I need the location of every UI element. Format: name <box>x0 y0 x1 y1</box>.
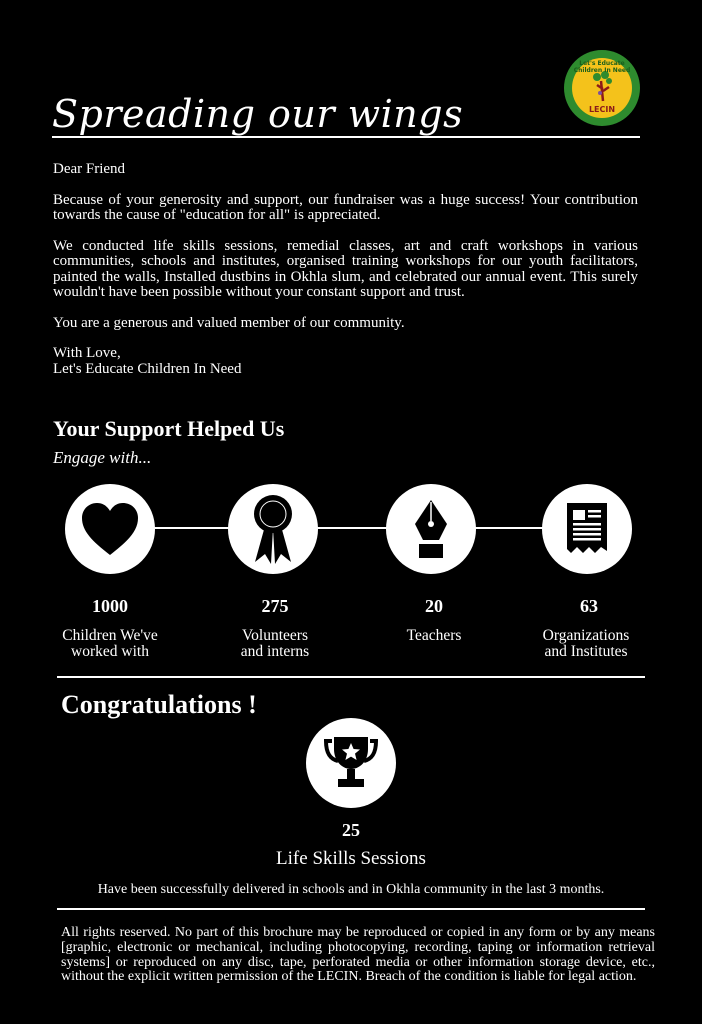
congratulations-description: Have been successfully delivered in schools and in Okhla community in the last 3 months. <box>97 882 605 897</box>
ribbon-award-icon <box>251 494 295 564</box>
trophy-icon <box>324 735 378 791</box>
congratulations-label: Life Skills Sessions <box>276 848 426 869</box>
page-title: Spreading our wings <box>52 92 464 136</box>
title-underline <box>52 136 640 138</box>
stat-label-organizations <box>516 628 656 660</box>
stat-circle-organizations <box>542 484 632 574</box>
letter-paragraph-3: You are a generous and valued member of our community. <box>53 314 405 331</box>
letter-greeting: Dear Friend <box>53 161 126 177</box>
logo-emblem <box>572 58 632 118</box>
pen-nib-icon <box>411 498 451 560</box>
support-section-title: Your Support Helped Us <box>53 416 285 441</box>
stat-label-volunteers-line2: and interns <box>240 643 310 660</box>
newspaper-icon <box>565 501 609 557</box>
stat-circle-volunteers <box>228 484 318 574</box>
logo-ring-text: Let's Educate Children In Need <box>573 60 631 74</box>
stat-value-children: 1000 <box>92 596 128 616</box>
copyright-notice: All rights reserved. No part of this brochure may be reproduced or copied in any form or by any means [graphic, electronic or mechanical, including photocopying, recording, taping or information retrieval systems] or reproduced on any disc, tape, perforated media or other information storage device, etc., without the explicit written permission of the LECIN. Breach of the condition is liable for legal action. <box>61 925 655 985</box>
section-divider <box>57 676 645 678</box>
heart-icon <box>80 501 140 557</box>
letter-closing: With Love, <box>53 345 121 361</box>
stat-value-volunteers: 275 <box>261 596 289 616</box>
congratulations-title: Congratulations ! <box>61 690 257 719</box>
stat-label-teachers <box>364 628 504 644</box>
stat-value-teachers: 20 <box>425 596 443 616</box>
stat-label-organizations-line1: Organizations <box>542 627 630 644</box>
stat-circle-children <box>65 484 155 574</box>
stat-label-teachers-line1: Teachers <box>406 627 462 644</box>
letter-paragraph-2: We conducted life skills sessions, remedial classes, art and craft workshops in various communities, schools and institutes, organised training workshops for our youth facilitators, painted the walls, Installed dustbins in Okhla slum, and celebrated our annual event. This surely wouldn't have been possible without your constant support and trust. <box>53 237 638 300</box>
organization-logo <box>564 50 640 126</box>
stat-label-children-line2: worked with <box>71 643 149 660</box>
stat-label-volunteers-line1: Volunteers <box>241 627 308 644</box>
letter-paragraph-1: Because of your generosity and support, our fundraiser was a huge success! Your contribution towards the cause of "education for all" is appreciated. <box>53 191 638 223</box>
stat-label-organizations-line2: and Institutes <box>544 643 628 660</box>
trophy-circle <box>306 718 396 808</box>
letter-signature: Let's Educate Children In Need <box>53 360 242 377</box>
footer-divider <box>57 908 645 910</box>
stats-connector-line <box>110 527 587 529</box>
logo-abbreviation: LECIN <box>588 105 616 114</box>
tree-figure-icon <box>589 71 615 105</box>
stat-circle-teachers <box>386 484 476 574</box>
stat-label-children <box>40 628 180 660</box>
stat-label-children-line1: Children We've <box>62 627 158 644</box>
stat-value-organizations: 63 <box>580 596 598 616</box>
congratulations-value: 25 <box>342 820 360 840</box>
support-section-subtitle: Engage with... <box>53 448 152 467</box>
stat-label-volunteers <box>205 628 345 660</box>
letter-body <box>53 162 638 377</box>
